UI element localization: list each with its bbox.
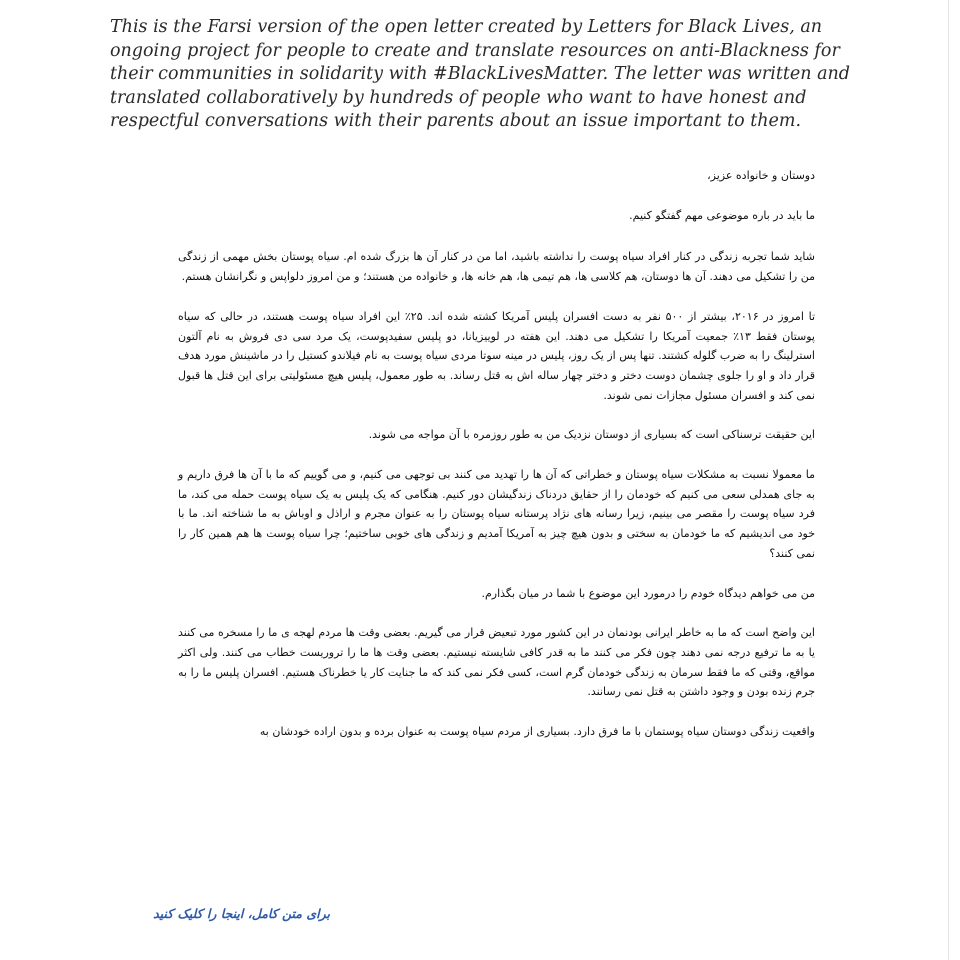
letter-paragraph: شاید شما تجربه زندگی در کنار افراد سیاه پوست را نداشته باشید، اما من در کنار آن ها بزرگ شده ام. سیاه پوستان بخش مهمی از زندگی من را تشکیل می دهند. آن ها دوستان، هم کلاسی ها، هم تیمی ها، هم خانه ها، و خانواده من هستند؛ و من امروز دلواپس و نگرانشان هستم. xyxy=(178,250,815,284)
intro-paragraph: This is the Farsi version of the open letter created by Letters for Black Lives, an ongoing project for people to create and translate resources on anti-Blackness for their communities in solidarity with #BlackLivesMatter. The letter was written and translated collaboratively by hundreds of people who want to have honest and respectful conversations with their parents about an issue important to them. xyxy=(110,17,851,131)
letter-paragraph: من می خواهم دیدگاه خودم را درمورد این موضوع با شما در میان بگذارم. xyxy=(481,586,815,600)
letter-body xyxy=(178,166,815,762)
letter-greeting: دوستان و خانواده عزیز، xyxy=(707,169,815,182)
letter-paragraph: ما معمولا نسبت به مشکلات سیاه پوستان و خطراتی که آن ها را تهدید می کنند بی توجهی می کنیم، و می گوییم که ما با آن ها فرق داریم و به جای همدلی سعی می کنیم که خودمان را از حقایق دردناک زندگیشان دور کنیم. هنگامی که یک پلیس به یک سیاه پوست حمله می کند، ما فرد سیاه پوست را مقصر می بینیم، زیرا رسانه های نژاد پرستانه سیاه پوستان را به عنوان مجرم و اراذل و اوباش به ما شناخته اند. ما با خود می اندیشیم که ما خودمان به سختی و بدون هیچ چیز به آمریکا آمدیم و زندگی های خوبی ساختیم؛ چرا سیاه پوست ها هم همین کار را نمی کنند؟ xyxy=(178,468,815,560)
letter-paragraph: این حقیقت ترسناکی است که بسیاری از دوستان نزدیک من به طور روزمره با آن مواجه می شوند. xyxy=(368,428,815,442)
full-text-link[interactable]: برای متن کامل، اینجا را کلیک کنید xyxy=(153,906,330,921)
letter-paragraph: واقعیت زندگی دوستان سیاه پوستمان با ما فرق دارد. بسیاری از مردم سیاه پوست به عنوان برده و بدون اراده خودشان به xyxy=(259,725,815,739)
letter-paragraph: تا امروز در ۲۰۱۶، بیشتر از ۵۰۰ نفر به دست افسران پلیس آمریکا کشته شده اند. ۲۵٪ این افراد سیاه پوست هستند، در حالی که سیاه پوستان فقط ۱۳٪ جمعیت آمریکا را تشکیل می دهند. این هفته در لوییزیانا، دو پلیس سفیدپوست، یک مرد سی دی فروش به نام آلتون استرلینگ را به ضرب گلوله کشتند. تنها پس از یک روز، پلیس در مینه سوتا مردی سیاه پوست به نام فیلاندو کستیل را در ماشینش مورد هدف قرار داد و او را جلوی چشمان دوست دختر و دختر چهار ساله اش به قتل رساند. به طور معمول، پلیس هیچ مسئولیتی برای این قتل ها قبول نمی کند و افسران مسئول مجازات نمی شوند. xyxy=(178,309,816,402)
page-edge-divider xyxy=(948,0,949,960)
letter-paragraph: این واضح است که ما به خاطر ایرانی بودنمان در این کشور مورد تبعیض قرار می گیریم. بعضی وقت ها مردم لهجه ی ما را مسخره می کنند یا به ما ترفیع درجه نمی دهند چون فکر می کنند ما به قدر کافی شایسته نیستیم. بعضی وقت ها ما را تروریست خطاب می کنند. ولی اکثر مواقع، وقتی که ما فقط سرمان به زندگی خودمان گرم است، کسی فکر نمی کند که ما جنایت کار یا خطرناک هستیم. افسران پلیس ما را به جرم زنده بودن و وجود داشتن به قتل نمی رسانند. xyxy=(178,626,815,699)
letter-lead: ما باید در باره موضوعی مهم گفتگو کنیم. xyxy=(629,208,815,222)
